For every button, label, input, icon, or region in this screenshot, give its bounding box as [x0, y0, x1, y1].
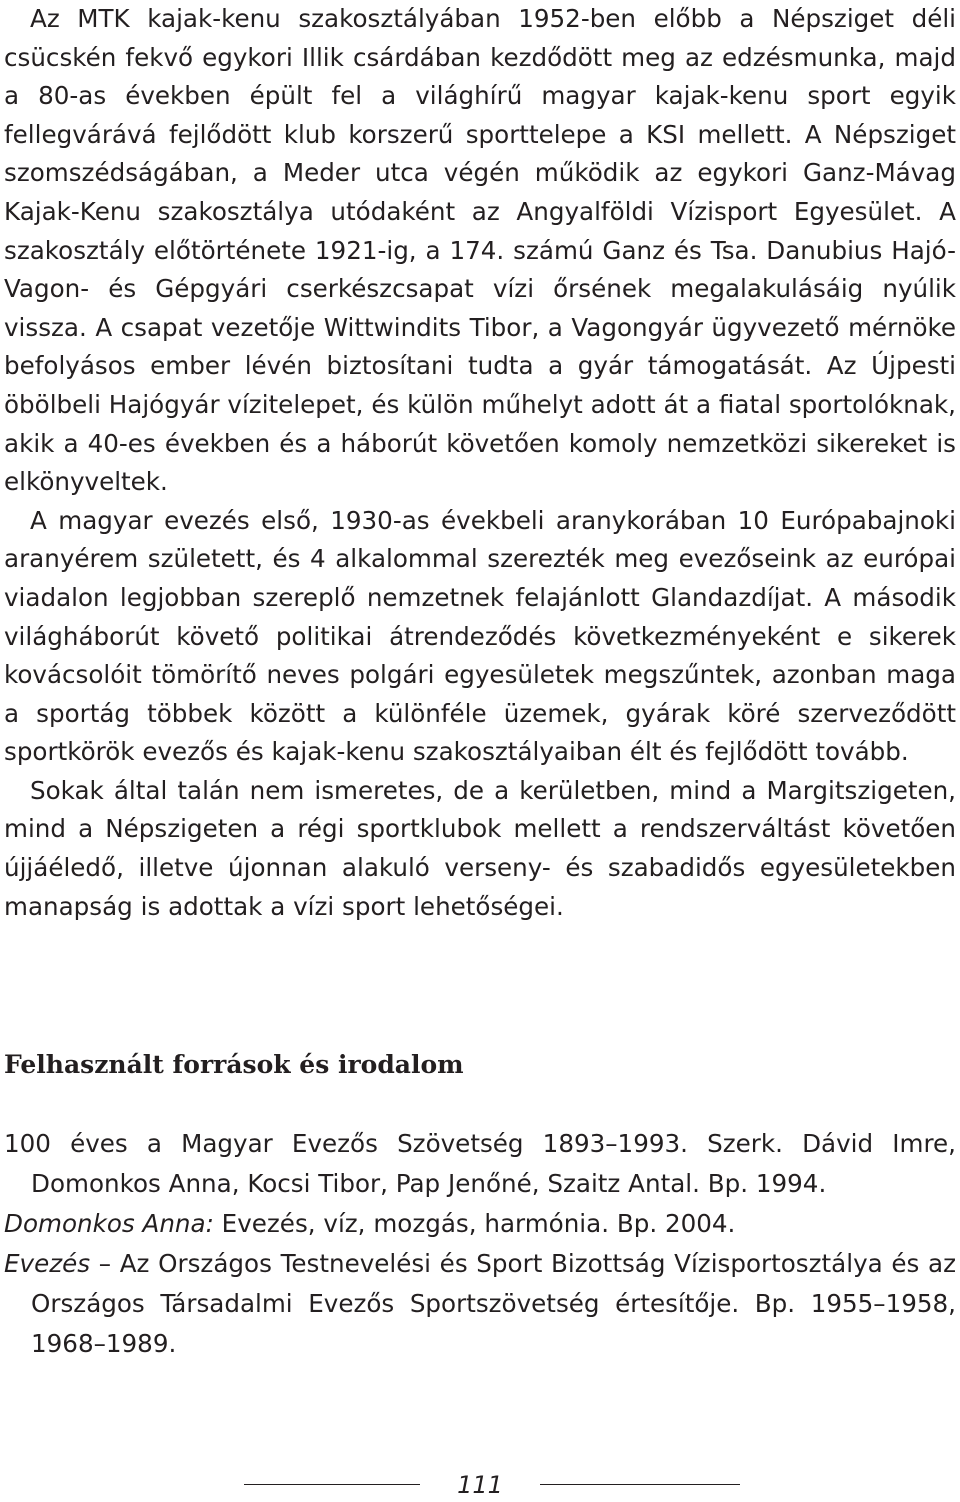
paragraph-mtk-history: Az MTK kajak-kenu szakosztályában 1952-ben előbb a Népsziget déli csücskén fekvő egykori Illik csárdában kezdődött meg az edzésmunka, majd a 80-as években épült fel a világhírű magyar kajak-kenu sport egyik fellegvárává fejlődött klub korszerű sporttelepe a KSI mellett. A Népsziget szomszédságában, a Meder utca végén működik az egykori Ganz-Mávag Kajak-Kenu szakosztálya utódaként az Angyalföldi Vízisport Egyesület. A szakosztály előtörténete 1921-ig, a 174. számú Ganz és Tsa. Danubius Hajó- Vagon- és Gépgyári cserkészcsapat vízi őrsének megalakulásáig nyúlik vissza. A csapat vezetője Wittwindits Tibor, a Vagongyár ügyvezető mérnöke befolyásos ember lévén biztosítani tudta a gyár támogatását. Az Újpesti öbölbeli Hajógyár vízitelepet, és külön műhelyt adott át a fiatal sportolóknak, akik a 40-es években és a háborút követően komoly nemzetközi sikereket is elkönyveltek. [4, 4, 956, 497]
paragraph-present-day: Sokak által talán nem ismeretes, de a kerületben, mind a Margitszigeten, mind a Népszigeten a régi sportklubok mellett a rendszerváltást követően újjáéledő, illetve újonnan alakuló verseny- és szabadidős egyesületekben manapság is adottak a vízi sport lehetőségei. [4, 775, 956, 921]
paragraph-rowing-golden-age: A magyar evezés első, 1930-as évekbeli aranykorában 10 Európabajnoki aranyérem született, és 4 alkalommal szerezték meg evezőseink az európai viadalon legjobban szereplő nemzetnek felajánlott Glandazdíjat. A második világháborút követő politikai átrendeződés következményeként e sikerek kovácsolóit tömörítő neves polgári egyesületek megszűntek, azonban maga a sportág többek között a különféle üzemek, gyárak köré szerveződött sportkörök evezős és kajak-kenu szakosztályaiban élt és fejlődött tovább. [4, 505, 956, 767]
source-text: – Az Országos Testnevelési és Sport Bizottság Vízisportosztálya és az Országos Társadalmi Evezős Sportszövetség értesítője. Bp. 1955–1958, 1968–1989. [31, 1249, 956, 1358]
source-item [4, 1244, 956, 1364]
source-author: Domonkos Anna: [4, 1209, 214, 1238]
footer-rule-right [540, 1484, 740, 1485]
source-text: Evezés, víz, mozgás, harmónia. Bp. 2004. [213, 1209, 736, 1238]
source-author: Evezés [4, 1249, 91, 1278]
source-text: 100 éves a Magyar Evezős Szövetség 1893–1993. Szerk. Dávid Imre, Domonkos Anna, Kocsi Tibor, Pap Jenőné, Szaitz Antal. Bp. 1994. [4, 1129, 956, 1198]
page-number: 111 [457, 1471, 503, 1499]
source-item [4, 1204, 956, 1244]
footer-rule-left [244, 1484, 420, 1485]
sources-list [4, 1124, 956, 1364]
page-body [4, 0, 956, 926]
source-item [4, 1124, 956, 1204]
sources-heading: Felhasznált források és irodalom [4, 1050, 464, 1079]
page-footer [0, 1466, 960, 1500]
